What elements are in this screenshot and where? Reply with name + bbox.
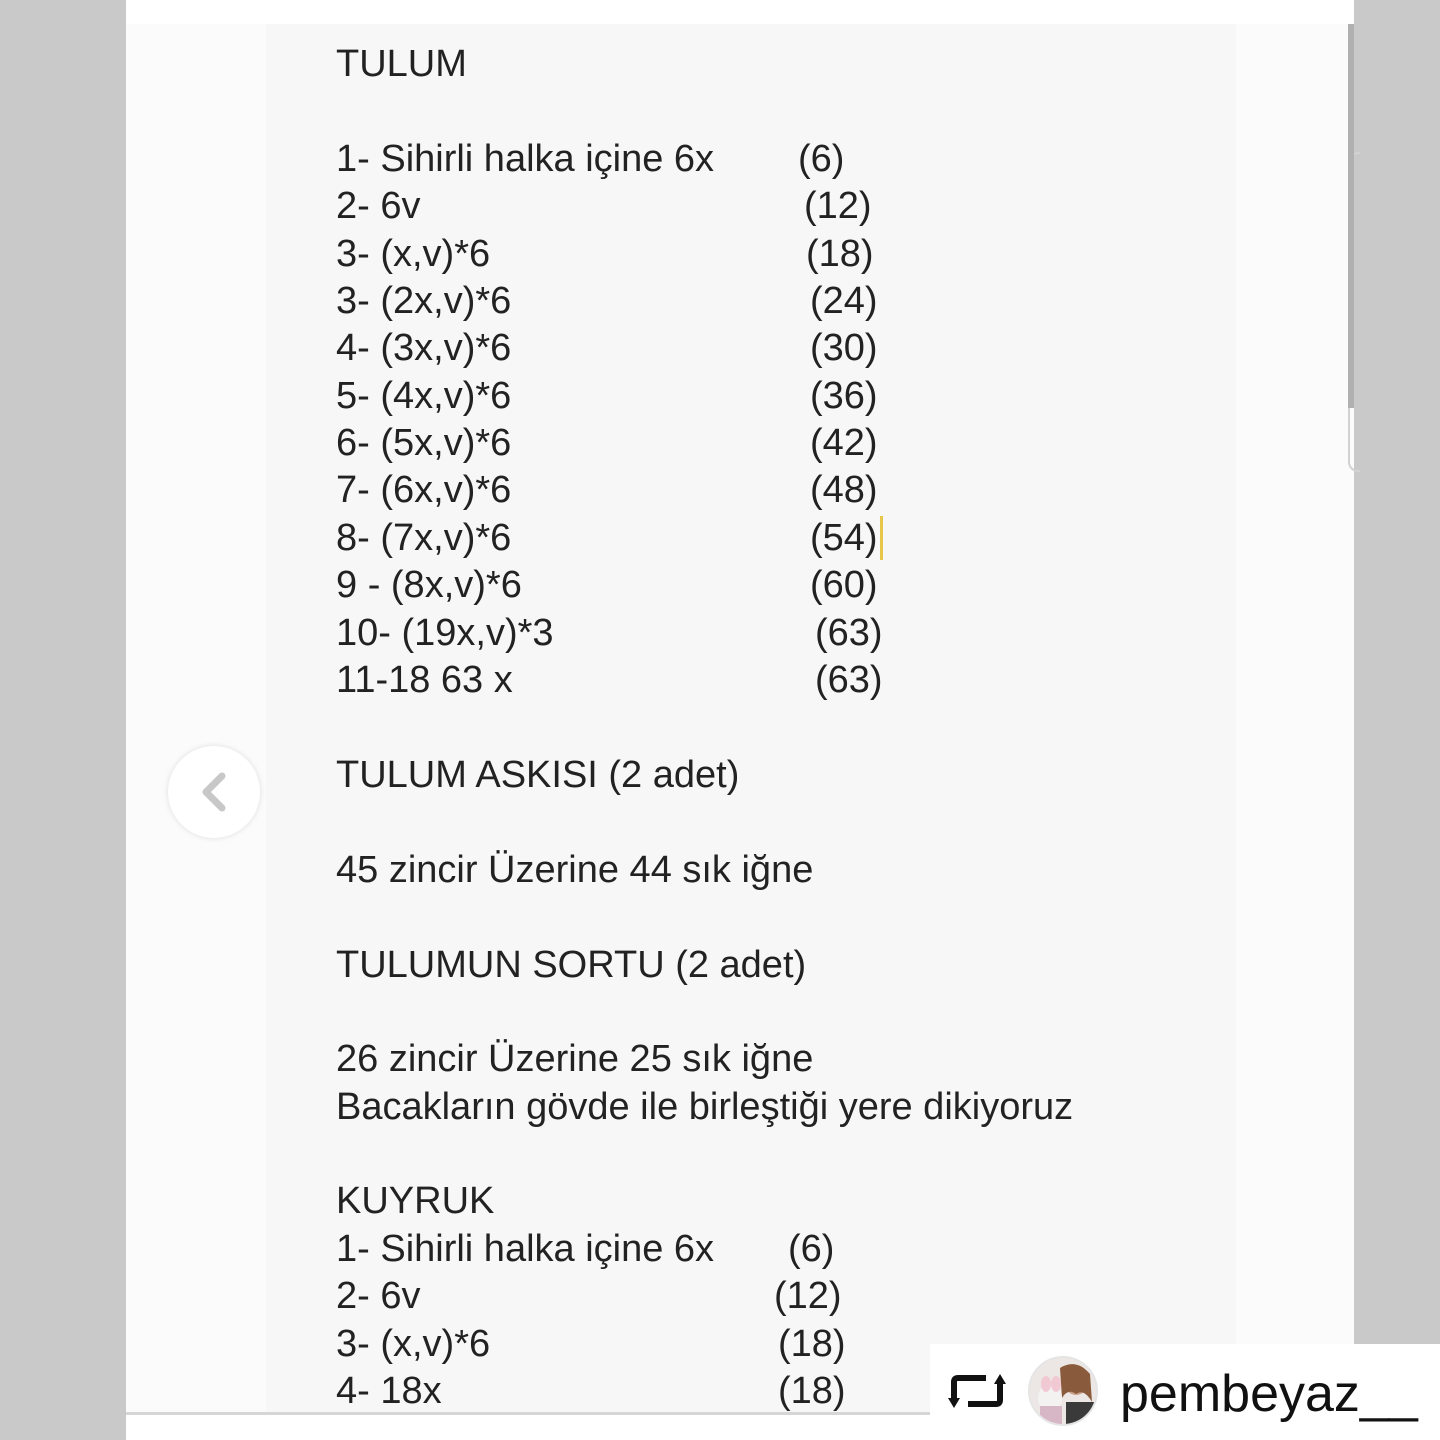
- repost-username[interactable]: pembeyaz__: [1120, 1365, 1418, 1423]
- tulum-row-count: (24): [810, 280, 878, 322]
- tulum-row-count: (63): [815, 612, 883, 654]
- section-heading-sortu: TULUMUN SORTU (2 adet): [336, 944, 807, 986]
- tulum-row-step: 3- (2x,v)*6: [336, 280, 512, 322]
- sortu-instruction: Bacakların gövde ile birleştiği yere dikiyoruz: [336, 1086, 1074, 1128]
- tulum-row-count: (63): [815, 659, 883, 701]
- tulum-row-count: (42): [810, 422, 878, 464]
- kuyruk-row-count: (18): [778, 1370, 846, 1412]
- top-bar: [126, 0, 1354, 24]
- chevron-left-icon: [194, 768, 234, 816]
- tulum-row-step: 11-18 63 x: [336, 659, 513, 701]
- kuyruk-row-step: 2- 6v: [336, 1275, 421, 1317]
- tulum-row-step: 8- (7x,v)*6: [336, 517, 512, 559]
- text-cursor: [880, 516, 883, 560]
- tulum-row-count: (30): [810, 327, 878, 369]
- phone-screen: [126, 0, 1354, 1440]
- tulum-row-count: (18): [806, 233, 874, 275]
- tulum-row-step: 4- (3x,v)*6: [336, 327, 512, 369]
- tulum-row-step: 6- (5x,v)*6: [336, 422, 512, 464]
- repost-icon: [948, 1370, 1006, 1412]
- tulum-row-step: 1- Sihirli halka içine 6x: [336, 138, 715, 180]
- avatar[interactable]: [1028, 1356, 1098, 1426]
- kuyruk-row-step: 3- (x,v)*6: [336, 1323, 491, 1365]
- right-edge-bar: [1348, 24, 1354, 408]
- tulum-row-count: (12): [804, 185, 872, 227]
- previous-button[interactable]: [168, 746, 260, 838]
- kuyruk-row-step: 4- 18x: [336, 1370, 442, 1412]
- section-heading-tulum: TULUM: [336, 43, 467, 85]
- askisi-instruction: 45 zincir Üzerine 44 sık iğne: [336, 849, 814, 891]
- tulum-row-count: (60): [810, 564, 878, 606]
- kuyruk-row-count: (12): [774, 1275, 842, 1317]
- tulum-row-step: 9 - (8x,v)*6: [336, 564, 522, 606]
- avatar-image: [1030, 1358, 1096, 1424]
- tulum-row-count: (6): [798, 138, 845, 180]
- tulum-row-count: (36): [810, 375, 878, 417]
- sortu-instruction: 26 zincir Üzerine 25 sık iğne: [336, 1038, 814, 1080]
- kuyruk-row-step: 1- Sihirli halka içine 6x: [336, 1228, 715, 1270]
- kuyruk-row-count: (18): [778, 1323, 846, 1365]
- tulum-row-count: (54): [810, 517, 878, 559]
- section-heading-askisi: TULUM ASKISI (2 adet): [336, 754, 740, 796]
- tulum-row-step: 10- (19x,v)*3: [336, 612, 554, 654]
- tulum-row-step: 7- (6x,v)*6: [336, 469, 512, 511]
- kuyruk-row-count: (6): [788, 1228, 835, 1270]
- tulum-row-step: 3- (x,v)*6: [336, 233, 491, 275]
- tulum-row-step: 2- 6v: [336, 185, 421, 227]
- tulum-row-step: 5- (4x,v)*6: [336, 375, 512, 417]
- section-heading-kuyruk: KUYRUK: [336, 1180, 495, 1222]
- tulum-row-count: (48): [810, 469, 878, 511]
